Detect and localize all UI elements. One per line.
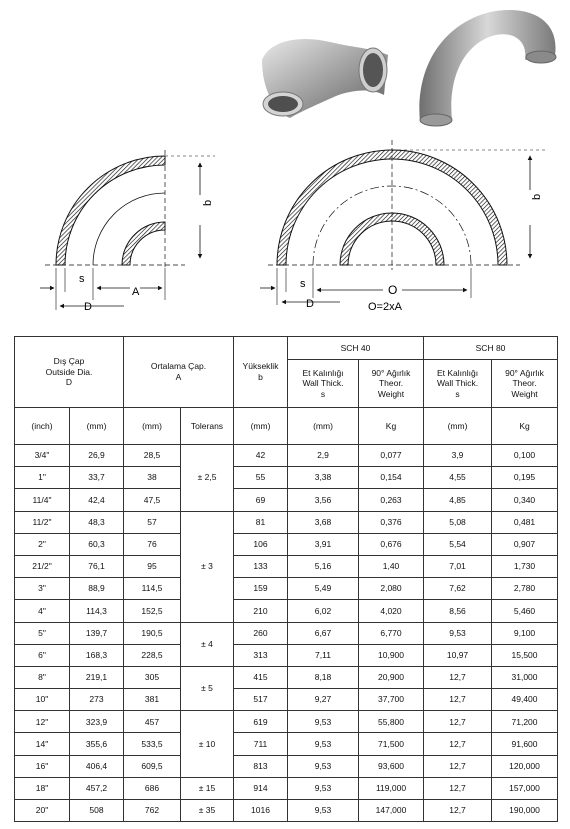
table-cell: 9,53 <box>288 755 359 777</box>
table-cell: 7,62 <box>424 578 492 600</box>
table-row <box>15 600 558 622</box>
table-cell: 0,676 <box>359 533 424 555</box>
table-cell: 0,195 <box>492 467 558 489</box>
header-wall-80: Et Kalınlığı Wall Thick. s <box>424 360 492 408</box>
table-cell: 12,7 <box>424 711 492 733</box>
table-body <box>15 445 558 822</box>
table-cell: 21/2" <box>15 555 70 577</box>
table-cell: 38 <box>124 467 181 489</box>
table-cell: 12,7 <box>424 733 492 755</box>
header-sch80: SCH 80 <box>424 337 558 360</box>
table-cell: 55 <box>234 467 288 489</box>
table-cell: 3,68 <box>288 511 359 533</box>
label-d-left: D <box>84 301 92 313</box>
unit-cell: Tolerans <box>181 408 234 445</box>
table-cell: 76,1 <box>70 555 124 577</box>
table-cell: 8" <box>15 666 70 688</box>
header-wall-40: Et Kalınlığı Wall Thick. s <box>288 360 359 408</box>
table-cell: 7,01 <box>424 555 492 577</box>
table-cell: 3,38 <box>288 467 359 489</box>
table-cell: 5" <box>15 622 70 644</box>
label-d-right: D <box>306 298 314 310</box>
label-o-right: O <box>388 283 398 297</box>
table-cell: 2,080 <box>359 578 424 600</box>
table-row <box>15 622 558 644</box>
table-cell: 0,481 <box>492 511 558 533</box>
table-row <box>15 733 558 755</box>
table-cell: 12,7 <box>424 777 492 799</box>
table-cell: 93,600 <box>359 755 424 777</box>
table-row <box>15 555 558 577</box>
table-cell: 2" <box>15 533 70 555</box>
tolerance-cell: ± 15 <box>181 777 234 799</box>
table-cell: 10,900 <box>359 644 424 666</box>
table-cell: 168,3 <box>70 644 124 666</box>
table-row <box>15 689 558 711</box>
header-outside-dia: Dış Çap Outside Dia. D <box>15 337 124 408</box>
table-cell: 8,18 <box>288 666 359 688</box>
table-row <box>15 711 558 733</box>
table-cell: 619 <box>234 711 288 733</box>
unit-cell: (inch) <box>15 408 70 445</box>
technical-figure <box>0 0 570 320</box>
table-cell: 5,460 <box>492 600 558 622</box>
table-row <box>15 644 558 666</box>
table-row <box>15 511 558 533</box>
unit-cell: (mm) <box>234 408 288 445</box>
table-cell: 139,7 <box>70 622 124 644</box>
table-cell: 2,9 <box>288 445 359 467</box>
table-cell: 16" <box>15 755 70 777</box>
table-cell: 313 <box>234 644 288 666</box>
table-cell: 33,7 <box>70 467 124 489</box>
label-s-right: s <box>300 278 306 290</box>
units-row <box>15 408 558 445</box>
header-sch40: SCH 40 <box>288 337 424 360</box>
elbow-180-photo <box>419 10 556 126</box>
table-cell: 18" <box>15 777 70 799</box>
table-cell: 9,100 <box>492 622 558 644</box>
table-cell: 6,770 <box>359 622 424 644</box>
header-height: Yükseklik b <box>234 337 288 408</box>
table-row <box>15 533 558 555</box>
table-cell: 28,5 <box>124 445 181 467</box>
table-cell: 190,5 <box>124 622 181 644</box>
table-cell: 31,000 <box>492 666 558 688</box>
label-b-right: b <box>531 193 543 200</box>
table-cell: 3,9 <box>424 445 492 467</box>
table-cell: 95 <box>124 555 181 577</box>
unit-cell: Kg <box>359 408 424 445</box>
table-cell: 4,85 <box>424 489 492 511</box>
table-cell: 0,263 <box>359 489 424 511</box>
table-cell: 12,7 <box>424 755 492 777</box>
table-cell: 10" <box>15 689 70 711</box>
table-cell: 0,077 <box>359 445 424 467</box>
table-cell: 14" <box>15 733 70 755</box>
table-cell: 106 <box>234 533 288 555</box>
table-cell: 273 <box>70 689 124 711</box>
unit-cell: (mm) <box>70 408 124 445</box>
tolerance-cell: ± 35 <box>181 800 234 822</box>
unit-cell: (mm) <box>124 408 181 445</box>
table-cell: 91,600 <box>492 733 558 755</box>
table-cell: 210 <box>234 600 288 622</box>
table-cell: 152,5 <box>124 600 181 622</box>
table-cell: 9,53 <box>288 777 359 799</box>
tolerance-cell: ± 10 <box>181 711 234 778</box>
table-cell: 9,27 <box>288 689 359 711</box>
table-cell: 355,6 <box>70 733 124 755</box>
table-cell: 26,9 <box>70 445 124 467</box>
table-cell: 81 <box>234 511 288 533</box>
table-cell: 609,5 <box>124 755 181 777</box>
table-cell: 533,5 <box>124 733 181 755</box>
table-cell: 12,7 <box>424 666 492 688</box>
table-cell: 71,500 <box>359 733 424 755</box>
table-cell: 42,4 <box>70 489 124 511</box>
table-row <box>15 445 558 467</box>
table-cell: 686 <box>124 777 181 799</box>
elbow-90-photo <box>262 39 388 118</box>
table-cell: 11/4" <box>15 489 70 511</box>
header-weight-40: 90° Ağırlık Theor. Weight <box>359 360 424 408</box>
table-cell: 42 <box>234 445 288 467</box>
table-cell: 3,56 <box>288 489 359 511</box>
table-cell: 133 <box>234 555 288 577</box>
table-cell: 76 <box>124 533 181 555</box>
table-cell: 71,200 <box>492 711 558 733</box>
tolerance-cell: ± 4 <box>181 622 234 666</box>
table-row <box>15 755 558 777</box>
table-cell: 12,7 <box>424 689 492 711</box>
table-cell: 3,91 <box>288 533 359 555</box>
table-cell: 6,02 <box>288 600 359 622</box>
table-cell: 88,9 <box>70 578 124 600</box>
table-cell: 6,67 <box>288 622 359 644</box>
table-row <box>15 467 558 489</box>
table-cell: 47,5 <box>124 489 181 511</box>
table-cell: 12" <box>15 711 70 733</box>
table-cell: 114,5 <box>124 578 181 600</box>
table-cell: 813 <box>234 755 288 777</box>
table-cell: 57 <box>124 511 181 533</box>
table-cell: 11/2" <box>15 511 70 533</box>
table-cell: 9,53 <box>288 800 359 822</box>
table-cell: 4,55 <box>424 467 492 489</box>
table-row <box>15 800 558 822</box>
unit-cell: (mm) <box>288 408 359 445</box>
table-cell: 20" <box>15 800 70 822</box>
table-cell: 49,400 <box>492 689 558 711</box>
header-weight-80: 90° Ağırlık Theor. Weight <box>492 360 558 408</box>
table-row <box>15 578 558 600</box>
table-cell: 8,56 <box>424 600 492 622</box>
table-cell: 7,11 <box>288 644 359 666</box>
table-cell: 219,1 <box>70 666 124 688</box>
table-cell: 3" <box>15 578 70 600</box>
table-cell: 415 <box>234 666 288 688</box>
table-cell: 9,53 <box>288 711 359 733</box>
table-cell: 508 <box>70 800 124 822</box>
table-cell: 12,7 <box>424 800 492 822</box>
table-cell: 15,500 <box>492 644 558 666</box>
table-cell: 406,4 <box>70 755 124 777</box>
table-cell: 305 <box>124 666 181 688</box>
table-cell: 517 <box>234 689 288 711</box>
table-cell: 37,700 <box>359 689 424 711</box>
header-avg-dia: Ortalama Çap. A <box>124 337 234 408</box>
table-cell: 9,53 <box>424 622 492 644</box>
table-cell: 6" <box>15 644 70 666</box>
table-cell: 55,800 <box>359 711 424 733</box>
table-cell: 60,3 <box>70 533 124 555</box>
table-cell: 10,97 <box>424 644 492 666</box>
label-a-left: A <box>132 286 140 298</box>
table-cell: 228,5 <box>124 644 181 666</box>
table-cell: 0,154 <box>359 467 424 489</box>
elbow-90-drawing <box>40 150 215 310</box>
table-cell: 20,900 <box>359 666 424 688</box>
dimension-table <box>14 336 558 822</box>
table-cell: 0,340 <box>492 489 558 511</box>
table-cell: 157,000 <box>492 777 558 799</box>
table-cell: 457 <box>124 711 181 733</box>
table-cell: 48,3 <box>70 511 124 533</box>
table-cell: 159 <box>234 578 288 600</box>
table-cell: 1016 <box>234 800 288 822</box>
table-cell: 1,730 <box>492 555 558 577</box>
table-row <box>15 777 558 799</box>
tolerance-cell: ± 5 <box>181 666 234 710</box>
table-cell: 120,000 <box>492 755 558 777</box>
table-cell: 0,376 <box>359 511 424 533</box>
table-cell: 114,3 <box>70 600 124 622</box>
table-cell: 119,000 <box>359 777 424 799</box>
table-cell: 147,000 <box>359 800 424 822</box>
table-cell: 4,020 <box>359 600 424 622</box>
table-cell: 2,780 <box>492 578 558 600</box>
table-cell: 1,40 <box>359 555 424 577</box>
table-cell: 9,53 <box>288 733 359 755</box>
table-cell: 5,16 <box>288 555 359 577</box>
table-row <box>15 666 558 688</box>
table-cell: 914 <box>234 777 288 799</box>
table-cell: 323,9 <box>70 711 124 733</box>
table-cell: 0,100 <box>492 445 558 467</box>
table-cell: 5,49 <box>288 578 359 600</box>
table-cell: 4" <box>15 600 70 622</box>
table-cell: 190,000 <box>492 800 558 822</box>
table-cell: 1" <box>15 467 70 489</box>
table-cell: 5,54 <box>424 533 492 555</box>
table-cell: 5,08 <box>424 511 492 533</box>
label-s-left: s <box>79 273 85 285</box>
table-cell: 381 <box>124 689 181 711</box>
table-cell: 0,907 <box>492 533 558 555</box>
label-formula: O=2xA <box>368 301 402 313</box>
tolerance-cell: ± 2,5 <box>181 445 234 512</box>
tolerance-cell: ± 3 <box>181 511 234 622</box>
table-row <box>15 489 558 511</box>
unit-cell: (mm) <box>424 408 492 445</box>
unit-cell: Kg <box>492 408 558 445</box>
table-cell: 260 <box>234 622 288 644</box>
table-cell: 457,2 <box>70 777 124 799</box>
label-b-left: b <box>202 199 214 206</box>
table-cell: 711 <box>234 733 288 755</box>
table-cell: 3/4" <box>15 445 70 467</box>
table-cell: 69 <box>234 489 288 511</box>
table-cell: 762 <box>124 800 181 822</box>
